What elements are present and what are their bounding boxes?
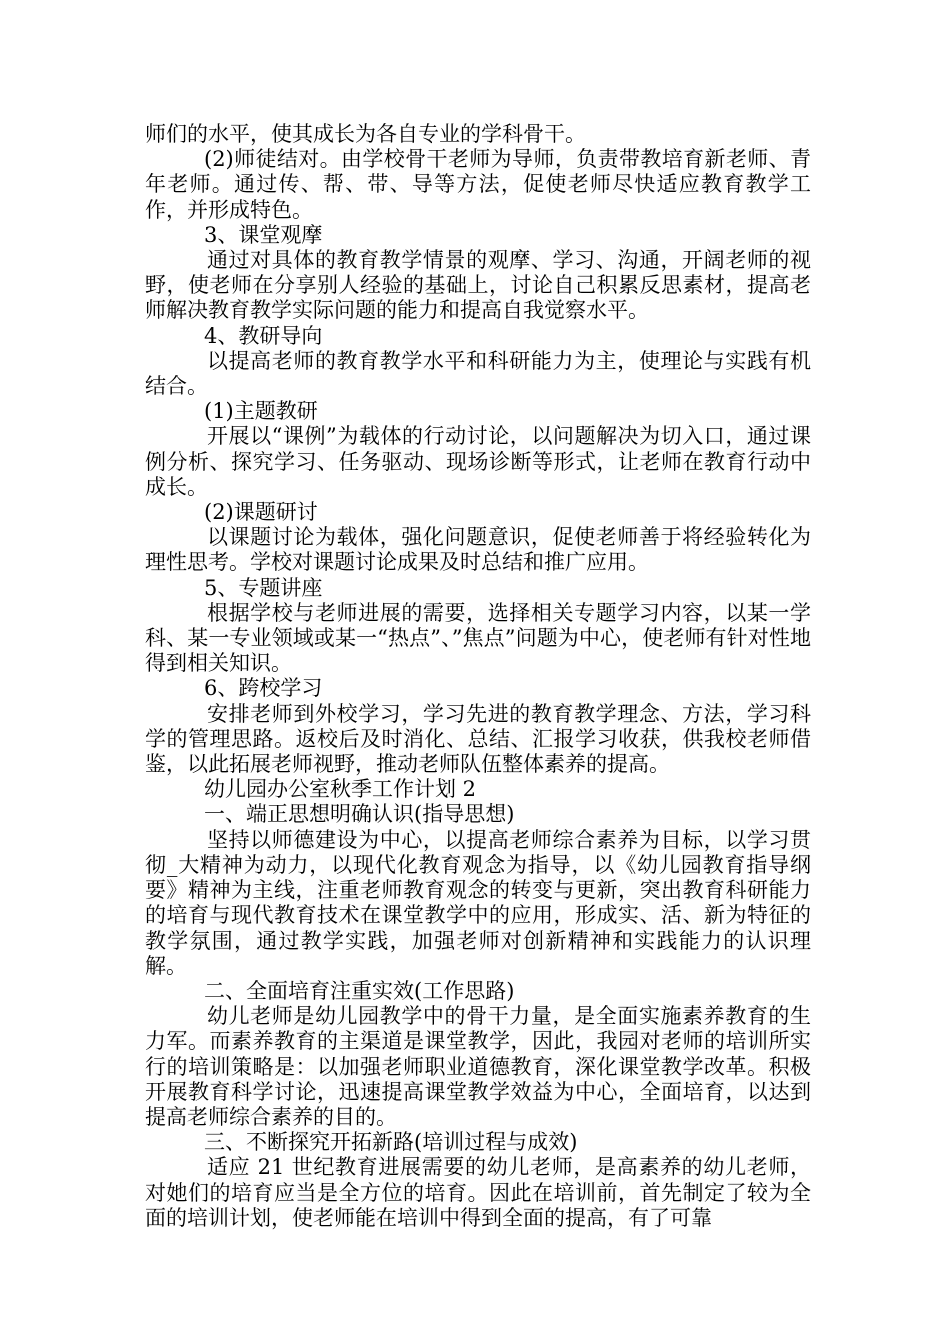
heading-topic-seminar: (2)课题研讨 bbox=[204, 500, 318, 525]
paragraph-continuation: 师们的水平，使其成长为各自专业的学科骨干。 bbox=[145, 122, 586, 146]
section-title-plan-2: 幼儿园办公室秋季工作计划 2 bbox=[204, 777, 477, 802]
paragraph-guiding-ideology: 坚持以师德建设为中心，以提高老师综合素养为目标，以学习贯彻_大精神为动力，以现代化教育观念为指导，以《幼儿园教育指导纲要》精神为主线，注重老师教育观念的转变与更新，突出教育科研能力的培育与现代教育技术在课堂教学中的应用，形成实、活、新为特征的教学氛围，通过教学实践，加强老师对创新精神和实践能力的认识理解。 bbox=[145, 827, 811, 978]
heading-classroom-observation: 3、课堂观摩 bbox=[204, 222, 323, 247]
paragraph-training-process: 适应 21 世纪教育进展需要的幼儿老师，是高素养的幼儿老师，对她们的培育应当是全方位的培育。因此在培训前，首先制定了较为全面的培训计划，使老师能在培训中得到全面的提高，有了可靠 bbox=[145, 1155, 811, 1230]
paragraph-mentor-pairing: (2)师徒结对。由学校骨干老师为导师，负责带教培育新老师、青年老师。通过传、帮、带、导等方法，促使老师尽快适应教育教学工作，并形成特色。 bbox=[145, 147, 811, 222]
document-page bbox=[145, 122, 811, 1231]
heading-theme-research: (1)主题教研 bbox=[204, 399, 318, 424]
paragraph-cross-school-learning: 安排老师到外校学习，学习先进的教育教学理念、方法，学习科学的管理思路。返校后及时消化、总结、汇报学习收获，供我校老师借鉴，以此拓展老师视野，推动老师队伍整体素养的提高。 bbox=[145, 701, 811, 777]
heading-work-approach: 二、全面培育注重实效(工作思路) bbox=[204, 978, 515, 1003]
heading-training-process: 三、不断探究开拓新路(培训过程与成效) bbox=[204, 1130, 578, 1155]
paragraph-special-lectures: 根据学校与老师进展的需要，选择相关专题学习内容，以某一学科、某一专业领域或某一“热点”、”焦点”问题为中心，使老师有针对性地得到相关知识。 bbox=[145, 600, 811, 676]
paragraph-work-approach: 幼儿老师是幼儿园教学中的骨干力量，是全面实施素养教育的生力军。而素养教育的主渠道是课堂教学，因此，我园对老师的培训所实行的培训策略是：以加强老师职业道德教育，深化课堂教学改革。积极开展教育科学讨论，迅速提高课堂教学效益为中心，全面培育，以达到提高老师综合素养的目的。 bbox=[145, 1004, 811, 1129]
paragraph-research-guidance: 以提高老师的教育教学水平和科研能力为主，使理论与实践有机结合。 bbox=[145, 348, 811, 399]
heading-special-lectures: 5、专题讲座 bbox=[204, 575, 323, 600]
heading-research-guidance: 4、教研导向 bbox=[204, 323, 323, 348]
paragraph-topic-seminar: 以课题讨论为载体，强化问题意识，促使老师善于将经验转化为理性思考。学校对课题讨论成果及时总结和推广应用。 bbox=[145, 525, 811, 575]
paragraph-theme-research: 开展以“课例”为载体的行动讨论，以问题解决为切入口，通过课例分析、探究学习、任务驱动、现场诊断等形式，让老师在教育行动中成长。 bbox=[145, 424, 811, 499]
heading-guiding-ideology: 一、端正思想明确认识(指导思想) bbox=[204, 802, 515, 827]
paragraph-classroom-observation: 通过对具体的教育教学情景的观摩、学习、沟通，开阔老师的视野，使老师在分享别人经验的基础上，讨论自己积累反思素材，提高老师解决教育教学实际问题的能力和提高自我觉察水平。 bbox=[145, 248, 811, 323]
heading-cross-school-learning: 6、跨校学习 bbox=[204, 676, 323, 701]
